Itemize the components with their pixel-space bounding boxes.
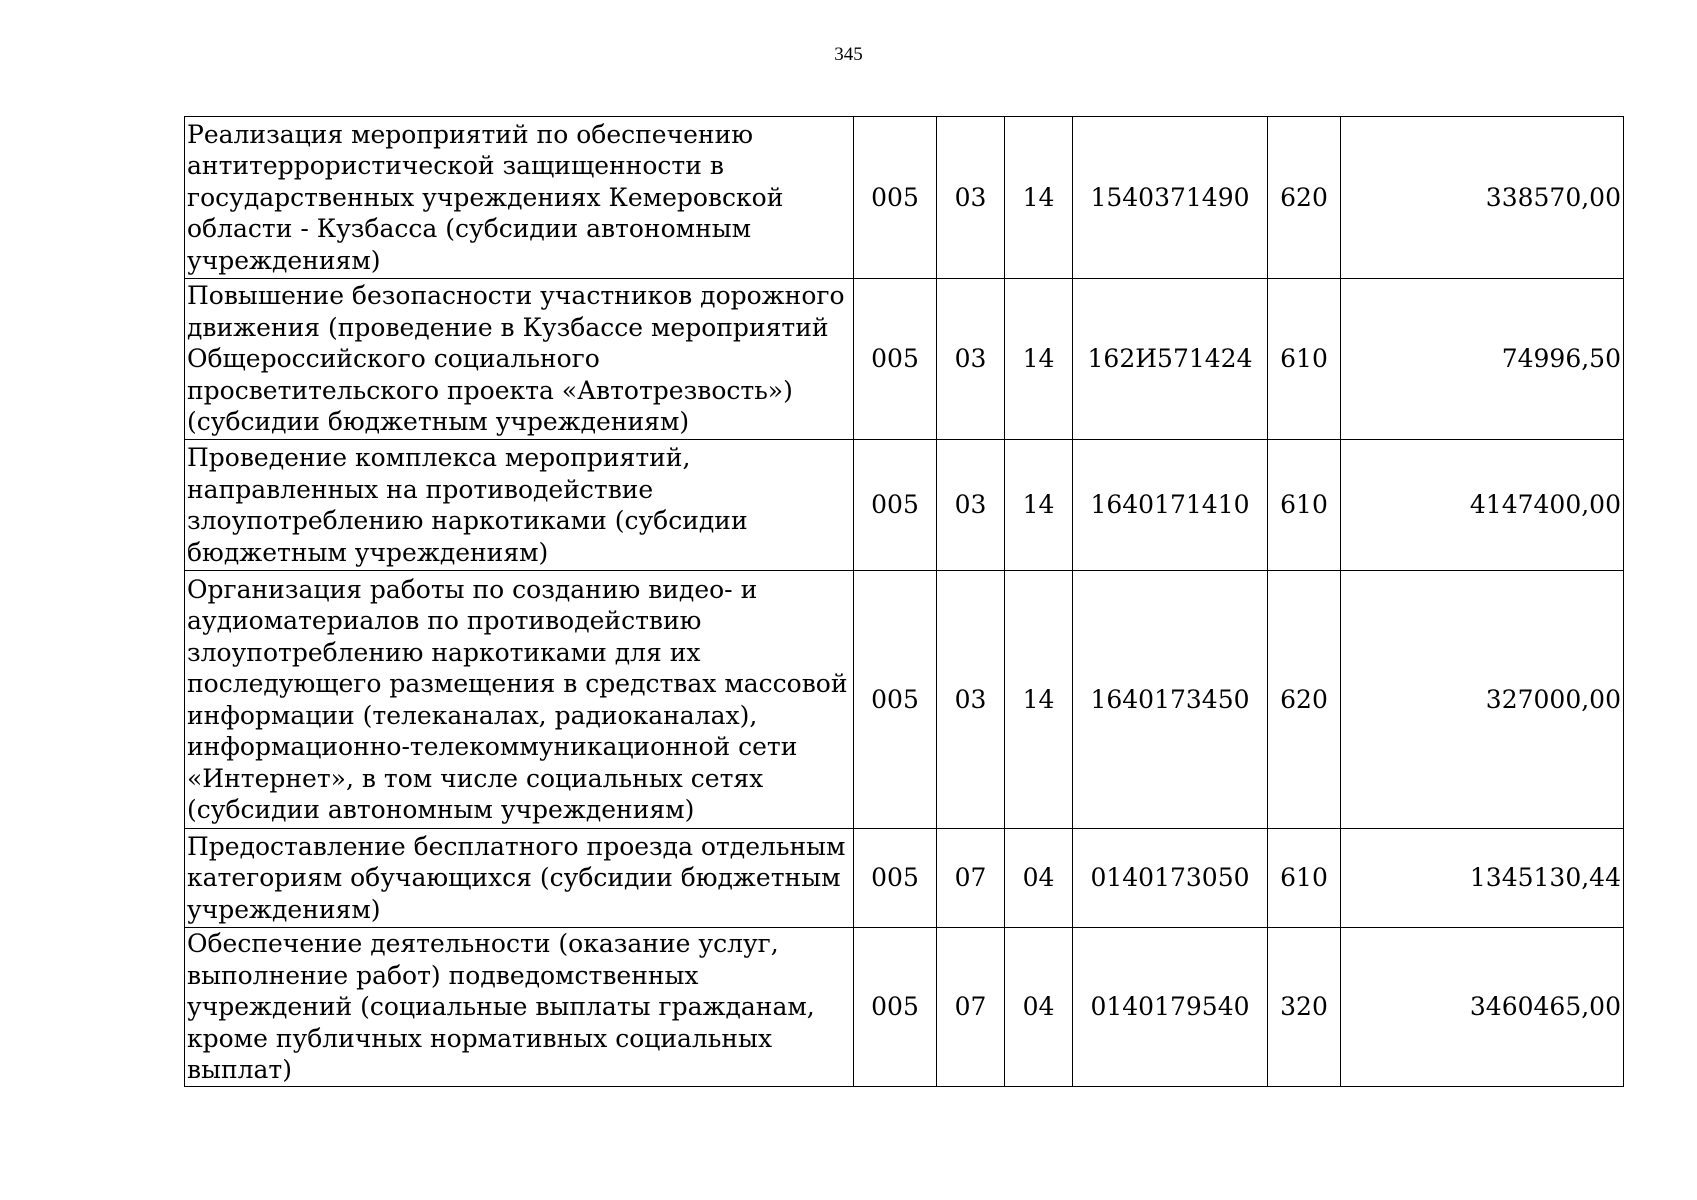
- section-code: 03: [937, 571, 1005, 829]
- expense-type-code: 610: [1268, 440, 1341, 571]
- section-code: 03: [937, 279, 1005, 440]
- department-code: 005: [854, 571, 937, 829]
- expense-type-code: 610: [1268, 279, 1341, 440]
- target-article-code: 1540371490: [1073, 117, 1268, 279]
- table-row: [185, 928, 1624, 1087]
- row-description: Организация работы по созданию видео- и аудиоматериалов по противодействию злоупотреблению наркотиками для их последующего размещения в средствах массовой информации (телеканалах, радиоканалах), информационно-телекоммуникационной сети «Интернет», в том числе социальных сетях (субсидии автономным учреждениям): [185, 571, 854, 829]
- subsection-code: 04: [1005, 928, 1073, 1087]
- subsection-code: 14: [1005, 571, 1073, 829]
- expense-type-code: 320: [1268, 928, 1341, 1087]
- department-code: 005: [854, 829, 937, 928]
- expense-type-code: 620: [1268, 117, 1341, 279]
- page-number: 345: [834, 44, 863, 65]
- row-amount: 4147400,00: [1341, 440, 1624, 571]
- row-description: Повышение безопасности участников дорожного движения (проведение в Кузбассе мероприятий Общероссийского социального просветительского проекта «Автотрезвость») (субсидии бюджетным учреждениям): [185, 279, 854, 440]
- budget-table: [184, 116, 1624, 1087]
- section-code: 03: [937, 440, 1005, 571]
- table-row: [185, 117, 1624, 279]
- target-article-code: 162И571424: [1073, 279, 1268, 440]
- subsection-code: 04: [1005, 829, 1073, 928]
- table-row: [185, 440, 1624, 571]
- subsection-code: 14: [1005, 279, 1073, 440]
- row-amount: 74996,50: [1341, 279, 1624, 440]
- row-amount: 338570,00: [1341, 117, 1624, 279]
- target-article-code: 0140173050: [1073, 829, 1268, 928]
- target-article-code: 1640171410: [1073, 440, 1268, 571]
- table-row: [185, 829, 1624, 928]
- department-code: 005: [854, 928, 937, 1087]
- subsection-code: 14: [1005, 440, 1073, 571]
- target-article-code: 0140179540: [1073, 928, 1268, 1087]
- table-row: [185, 571, 1624, 829]
- row-amount: 3460465,00: [1341, 928, 1624, 1087]
- row-amount: 327000,00: [1341, 571, 1624, 829]
- row-description: Предоставление бесплатного проезда отдельным категориям обучающихся (субсидии бюджетным учреждениям): [185, 829, 854, 928]
- department-code: 005: [854, 117, 937, 279]
- target-article-code: 1640173450: [1073, 571, 1268, 829]
- row-description: Обеспечение деятельности (оказание услуг, выполнение работ) подведомственных учреждений (социальные выплаты гражданам, кроме публичных нормативных социальных выплат): [185, 928, 854, 1087]
- table-row: [185, 279, 1624, 440]
- section-code: 07: [937, 829, 1005, 928]
- department-code: 005: [854, 279, 937, 440]
- section-code: 03: [937, 117, 1005, 279]
- row-description: Реализация мероприятий по обеспечению антитеррористической защищенности в государственных учреждениях Кемеровской области - Кузбасса (субсидии автономным учреждениям): [185, 117, 854, 279]
- row-amount: 1345130,44: [1341, 829, 1624, 928]
- row-description: Проведение комплекса мероприятий, направленных на противодействие злоупотреблению наркотиками (субсидии бюджетным учреждениям): [185, 440, 854, 571]
- department-code: 005: [854, 440, 937, 571]
- subsection-code: 14: [1005, 117, 1073, 279]
- expense-type-code: 610: [1268, 829, 1341, 928]
- section-code: 07: [937, 928, 1005, 1087]
- expense-type-code: 620: [1268, 571, 1341, 829]
